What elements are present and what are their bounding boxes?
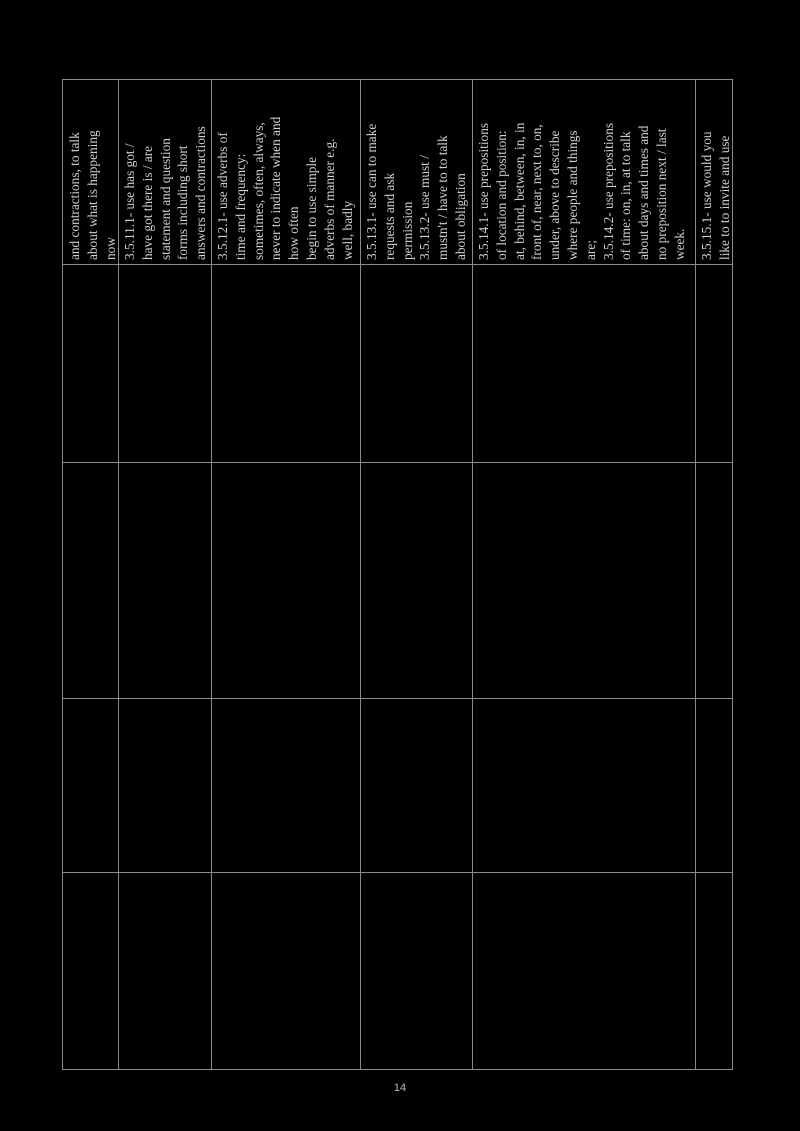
cell-text: 3.5.14.1- use prepositions of location and position: at, behind, between, in, in front of, near, next to, on, under, above to describe where people and things are; 3.5.14.2- use prepositions of time: on, in, at to talk about days and times and no preposition next / last week. (476, 122, 687, 260)
page-number: 14 (393, 1082, 407, 1094)
table-cell-row-3 (211, 80, 360, 264)
table-cell-row-2 (118, 80, 211, 264)
curriculum-table (62, 79, 733, 1070)
table-cell-row-4 (360, 80, 472, 264)
cell-text: 3.5.12.1- use adverbs of time and frequency: sometimes, often, always, never to indicate when and how often begin to use simple adverbs of manner e.g. well, badly (215, 116, 355, 260)
column-separator (63, 698, 732, 699)
column-separator (63, 872, 732, 873)
cell-text: 3.5.13.1- use can to make requests and ask permission 3.5.13.2- use must / mustn't / have to to talk about obligation (364, 123, 468, 260)
cell-text: 3.5.11.1- use has got / have got there is / are statement and question forms including short answers and contractions (122, 126, 209, 260)
cell-text: and contractions, to talk about what is happening now (67, 130, 118, 260)
table-cell-row-1 (63, 80, 118, 264)
column-separator (63, 462, 732, 463)
column-separator (63, 264, 732, 265)
table-cell-row-6 (695, 80, 734, 264)
table-cell-row-5 (472, 80, 695, 264)
cell-text: 3.5.15.1- use would you like to to invite and use (699, 131, 732, 260)
